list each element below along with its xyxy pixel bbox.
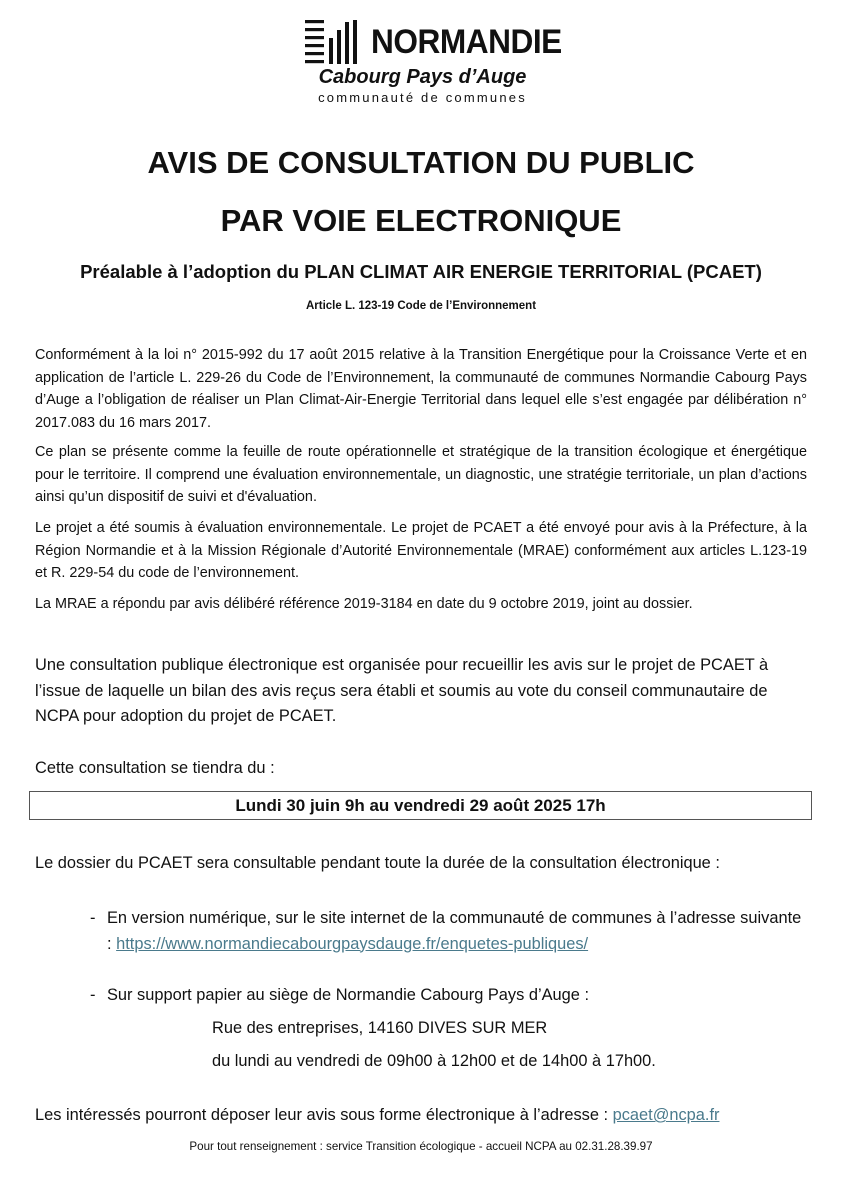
logo-wordmark: NORMANDIE bbox=[371, 23, 562, 61]
logo-bars-icon bbox=[305, 18, 370, 66]
title-line-2: PAR VOIE ELECTRONIQUE bbox=[220, 203, 622, 238]
subtitle: Préalable à l’adoption du PLAN CLIMAT AIR ENERGIE TERRITORIAL (PCAET) bbox=[80, 261, 762, 282]
address-line: Rue des entreprises, 14160 DIVES SUR MER bbox=[212, 1019, 548, 1037]
footer-contact: Pour tout renseignement : service Transition écologique - accueil NCPA au 02.31.28.39.97 bbox=[189, 1140, 653, 1153]
list-item-digital-text bbox=[107, 906, 807, 957]
closing-sentence: Les intéressés pourront déposer leur avis sous forme électronique à l’adresse : bbox=[35, 1106, 613, 1124]
ncpa-logo bbox=[305, 18, 562, 108]
list-dash: - bbox=[90, 909, 96, 927]
dates-intro: Cette consultation se tiendra du : bbox=[35, 759, 275, 777]
paragraph-evaluation: Le projet a été soumis à évaluation environnementale. Le projet de PCAET a été envoyé pour avis à la Préfecture, à la Région Normandie et à la Mission Régionale d’Autorité Environnementale (MRAE) conformément aux articles L.123-19 et R. 229-54 du code de l’environnement. bbox=[35, 520, 807, 581]
article-reference: Article L. 123-19 Code de l’Environnement bbox=[305, 300, 537, 312]
list-dash: - bbox=[90, 986, 96, 1004]
logo-tagline: communauté de communes bbox=[318, 90, 527, 105]
paragraph-mrae: La MRAE a répondu par avis délibéré référence 2019-3184 en date du 9 octobre 2019, joint au dossier. bbox=[35, 596, 693, 612]
paper-version-text: Sur support papier au siège de Normandie Cabourg Pays d’Auge : bbox=[107, 986, 589, 1004]
consultation-dates-box: Lundi 30 juin 9h au vendredi 29 août 2025 17h bbox=[29, 791, 812, 820]
opening-hours: du lundi au vendredi de 09h00 à 12h00 et de 14h00 à 17h00. bbox=[212, 1052, 656, 1070]
consultation-text: Une consultation publique électronique est organisée pour recueillir les avis sur le projet de PCAET à l’issue de laquelle un bilan des avis reçus sera établi et soumis au vote du conseil communautaire de NCPA pour adoption du projet de PCAET. bbox=[35, 656, 769, 725]
website-link[interactable]: https://www.normandiecabourgpaysdauge.fr/enquetes-publiques/ bbox=[116, 934, 589, 953]
logo-subtitle: Cabourg Pays d’Auge bbox=[318, 66, 527, 88]
closing-text bbox=[35, 1103, 815, 1129]
title-line-1: AVIS DE CONSULTATION DU PUBLIC bbox=[147, 145, 695, 180]
paragraph-law: Conformément à la loi n° 2015-992 du 17 août 2015 relative à la Transition Energétique pour la Croissance Verte et en application de l’article L. 229-26 du Code de l’Environnement, la communauté de communes Normandie Cabourg Pays d’Auge a l’obligation de réaliser un Plan Climat-Air-Energie Territorial dans lequel elle s’est engagée par délibération n° 2017.083 du 16 mars 2017. bbox=[35, 347, 807, 431]
dossier-intro: Le dossier du PCAET sera consultable pendant toute la durée de la consultation électronique : bbox=[35, 854, 720, 872]
email-link[interactable]: pcaet@ncpa.fr bbox=[612, 1106, 720, 1124]
paragraph-plan: Ce plan se présente comme la feuille de route opérationnelle et stratégique de la transition écologique et énergétique pour le territoire. Il comprend une évaluation environnementale, un diagnostic, une stratégie territoriale, un plan d’actions ainsi qu’un dispositif de suivi et d'évaluation. bbox=[35, 444, 807, 505]
digital-version-text: En version numérique, sur le site internet de la communauté de communes à l’adresse suivante : bbox=[107, 909, 802, 953]
